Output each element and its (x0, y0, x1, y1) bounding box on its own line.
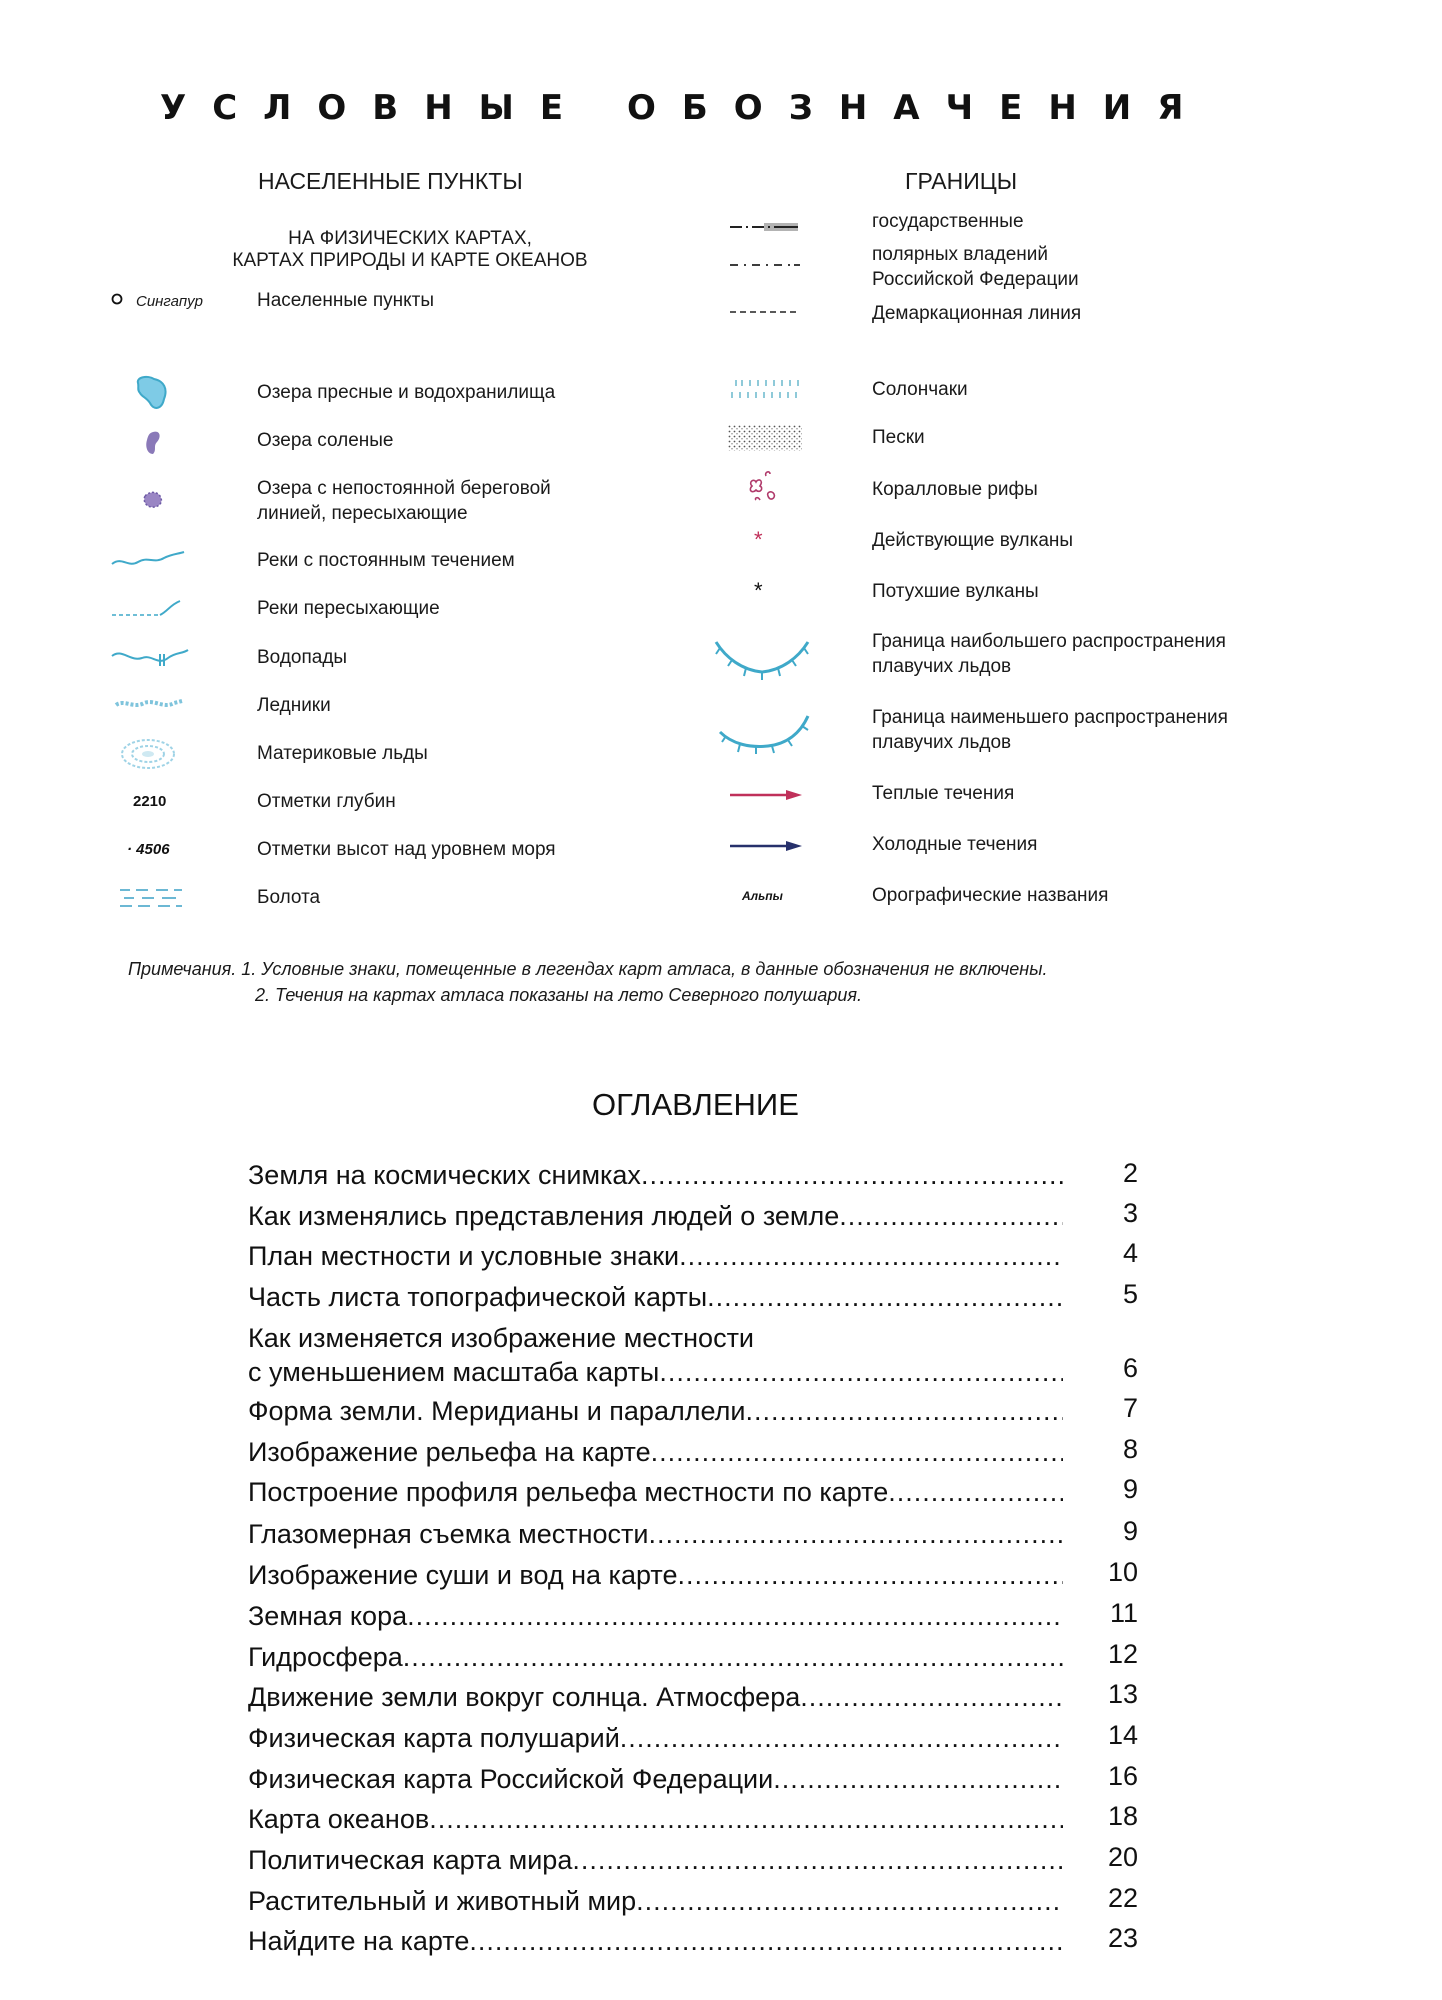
toc-item-title: Гидросфера (248, 1642, 403, 1672)
warm-current-icon (728, 788, 804, 802)
toc-item-title: Как изменяется изображение местности (248, 1323, 755, 1353)
toc-item-title: Карта океанов (248, 1804, 430, 1834)
max-ice-border-icon (712, 636, 812, 682)
glaciers-label: Ледники (257, 695, 331, 716)
toc-item[interactable] (248, 1517, 1063, 1551)
note-1: Примечания. 1. Условные знаки, помещенные в легендах карт атласа, в данные обозначения не включены. (128, 959, 1048, 979)
toc-leader (745, 1394, 1063, 1428)
oro-sample: Альпы (742, 889, 783, 903)
swamp-icon (118, 886, 184, 914)
toc-title: ОГЛАВЛЕНИЕ (592, 1087, 799, 1122)
toc-item-page: 4 (1122, 1238, 1138, 1268)
min-ice-label-line2: плавучих льдов (872, 732, 1012, 753)
toc-item[interactable] (248, 1199, 1063, 1233)
toc-item[interactable] (248, 1680, 1063, 1714)
toc-leader (649, 1517, 1063, 1551)
demarcation-line-icon (728, 307, 800, 317)
settlements-heading: НАСЕЛЕННЫЕ ПУНКТЫ (258, 168, 523, 194)
toc-item-title: Часть листа топографической карты (248, 1282, 708, 1312)
toc-item-page: 13 (1107, 1679, 1138, 1709)
toc-item-title-line2: с уменьшением масштаба карты (248, 1357, 660, 1387)
cold-currents-label: Холодные течения (872, 834, 1038, 855)
toc-item[interactable] (248, 1435, 1063, 1469)
toc-item-page: 5 (1122, 1279, 1138, 1309)
toc-item[interactable] (248, 1321, 1063, 1389)
toc-item-title: Как изменялись представления людей о земле (248, 1201, 840, 1231)
toc-item-page: 7 (1122, 1393, 1138, 1423)
toc-item-title: Форма земли. Меридианы и параллели (248, 1396, 746, 1426)
toc-item[interactable] (248, 1394, 1063, 1428)
toc-item-page: 2 (1122, 1158, 1138, 1188)
polar-border-label-line2: Российской Федерации (872, 269, 1079, 290)
toc-leader (620, 1721, 1063, 1755)
toc-item-title: План местности и условные знаки (248, 1241, 680, 1271)
toc-item[interactable] (248, 1640, 1063, 1674)
salt-marsh-label: Солончаки (872, 379, 968, 400)
fresh-lake-icon (134, 375, 170, 415)
toc-item[interactable] (248, 1802, 1063, 1836)
waterfalls-label: Водопады (257, 647, 348, 668)
polar-border-label-line1: полярных владений (872, 244, 1048, 265)
toc-leader (800, 1680, 1063, 1714)
warm-currents-label: Теплые течения (872, 783, 1015, 804)
polar-border-icon (728, 258, 800, 272)
toc-item-page: 10 (1107, 1557, 1138, 1587)
height-dot-icon: · (127, 841, 137, 858)
drying-rivers-label: Реки пересыхающие (257, 598, 440, 619)
toc-item[interactable] (248, 1239, 1063, 1273)
toc-item-page: 6 (1122, 1353, 1138, 1383)
drying-lakes-label-line2: линией, пересыхающие (257, 503, 468, 524)
drying-river-icon (110, 597, 186, 621)
height-sample-row (127, 841, 170, 858)
drying-lake-icon (141, 488, 165, 512)
extinct-volcano-icon: * (754, 578, 763, 603)
toc-item-title: Земная кора (248, 1601, 408, 1631)
note-2: 2. Течения на картах атласа показаны на лето Северного полушария. (255, 985, 863, 1005)
toc-item-page: 8 (1122, 1434, 1138, 1464)
toc-item-page: 9 (1122, 1474, 1138, 1504)
toc-item-title: Политическая карта мира (248, 1845, 573, 1875)
settlement-circle-icon (110, 292, 124, 306)
toc-leader (407, 1599, 1063, 1633)
toc-leader (469, 1924, 1063, 1958)
min-ice-border-icon (716, 710, 812, 756)
toc-item-page: 3 (1122, 1198, 1138, 1228)
toc-leader (651, 1435, 1063, 1469)
toc-leader (677, 1558, 1063, 1592)
toc-item-page: 11 (1109, 1598, 1138, 1628)
toc-item-title: Глазомерная съемка местности (248, 1519, 649, 1549)
min-ice-label (872, 705, 1228, 755)
active-volcano-icon: * (754, 527, 763, 552)
state-border-label: государственные (872, 211, 1024, 232)
height-sample: 4506 (136, 841, 170, 858)
toc-item-title: Земля на космических снимках (248, 1160, 641, 1190)
toc-item-page: 16 (1107, 1761, 1138, 1791)
toc-item-title: Растительный и животный мир (248, 1886, 637, 1916)
polar-border-label (872, 242, 1079, 292)
toc-leader (679, 1239, 1063, 1273)
toc-item-title: Изображение суши и вод на карте (248, 1560, 678, 1590)
toc-item-title: Физическая карта полушарий (248, 1723, 620, 1753)
legend-title: УСЛОВНЫЕ ОБОЗНАЧЕНИЯ (160, 88, 1210, 128)
toc-item-title: Найдите на карте (248, 1926, 470, 1956)
borders-heading: ГРАНИЦЫ (905, 168, 1018, 194)
swamps-label: Болота (257, 887, 321, 908)
toc-item-page: 12 (1107, 1639, 1138, 1669)
toc-leader (641, 1158, 1063, 1192)
salt-lake-icon (141, 428, 165, 458)
toc-item-page: 22 (1107, 1883, 1138, 1913)
drying-lakes-label (257, 476, 551, 526)
toc-leader (839, 1199, 1063, 1233)
glacier-icon (114, 695, 184, 715)
toc-item[interactable] (248, 1599, 1063, 1633)
settlements-subheading-line2: КАРТАХ ПРИРОДЫ И КАРТЕ ОКЕАНОВ (232, 250, 588, 271)
toc-item-page: 23 (1107, 1923, 1138, 1953)
toc-item[interactable] (248, 1280, 1063, 1314)
drying-lakes-label-line1: Озера с непостоянной береговой (257, 478, 551, 499)
river-icon (110, 548, 186, 572)
toc-leader (572, 1843, 1063, 1877)
toc-leader (659, 1355, 1063, 1389)
extinct-volcano-label: Потухшие вулканы (872, 581, 1039, 602)
toc-item-page: 18 (1107, 1801, 1138, 1831)
max-ice-label-line2: плавучих льдов (872, 656, 1012, 677)
toc-item[interactable] (248, 1843, 1063, 1877)
waterfall-icon (110, 644, 190, 670)
cold-current-icon (728, 839, 804, 853)
depth-sample: 2210 (133, 793, 167, 810)
state-border-icon (728, 220, 800, 234)
toc-leader (888, 1475, 1063, 1509)
min-ice-label-line1: Граница наименьшего распространения (872, 707, 1228, 728)
salt-marsh-icon (730, 376, 804, 402)
toc-item[interactable] (248, 1762, 1063, 1796)
toc-leader (636, 1884, 1063, 1918)
toc-item[interactable] (248, 1475, 1063, 1509)
toc-leader (707, 1280, 1063, 1314)
settlements-subheading-line1: НА ФИЗИЧЕСКИХ КАРТАХ, (288, 228, 532, 249)
toc-item-title: Изображение рельефа на карте (248, 1437, 651, 1467)
toc-item-title: Физическая карта Российской Федерации (248, 1764, 774, 1794)
toc-item-title: Движение земли вокруг солнца. Атмосфера (248, 1682, 801, 1712)
toc-item[interactable] (248, 1884, 1063, 1918)
settlements-subheading (180, 228, 640, 272)
max-ice-label-line1: Граница наибольшего распространения (872, 631, 1226, 652)
toc-leader (429, 1802, 1063, 1836)
toc-item-page: 9 (1122, 1516, 1138, 1546)
toc-item-title: Построение профиля рельефа местности по карте (248, 1477, 889, 1507)
oro-names-label: Орографические названия (872, 885, 1109, 906)
salt-lakes-label: Озера соленые (257, 430, 394, 451)
ice-sheets-label: Материковые льды (257, 743, 428, 764)
sands-icon (728, 425, 802, 451)
toc-item[interactable] (248, 1558, 1063, 1592)
toc-item[interactable] (248, 1924, 1063, 1958)
coral-reef-icon (742, 468, 782, 512)
demarcation-label: Демаркационная линия (872, 303, 1082, 324)
toc-item-page: 20 (1107, 1842, 1138, 1872)
toc-leader (403, 1640, 1063, 1674)
sands-label: Пески (872, 427, 925, 448)
coral-reefs-label: Коралловые рифы (872, 479, 1038, 500)
toc-item-page: 14 (1107, 1720, 1138, 1750)
settlement-sample: Сингапур (136, 293, 203, 310)
fresh-lakes-label: Озера пресные и водохранилища (257, 382, 556, 403)
toc-item[interactable] (248, 1721, 1063, 1755)
ice-sheet-icon (118, 736, 182, 772)
height-marks-label: Отметки высот над уровнем моря (257, 839, 556, 860)
settlements-label: Населенные пункты (257, 290, 435, 311)
settlement-symbol (110, 292, 124, 311)
toc-leader (773, 1762, 1063, 1796)
depth-marks-label: Отметки глубин (257, 791, 396, 812)
toc-item[interactable] (248, 1158, 1063, 1192)
rivers-label: Реки с постоянным течением (257, 550, 515, 571)
max-ice-label (872, 629, 1226, 679)
active-volcano-label: Действующие вулканы (872, 530, 1074, 551)
